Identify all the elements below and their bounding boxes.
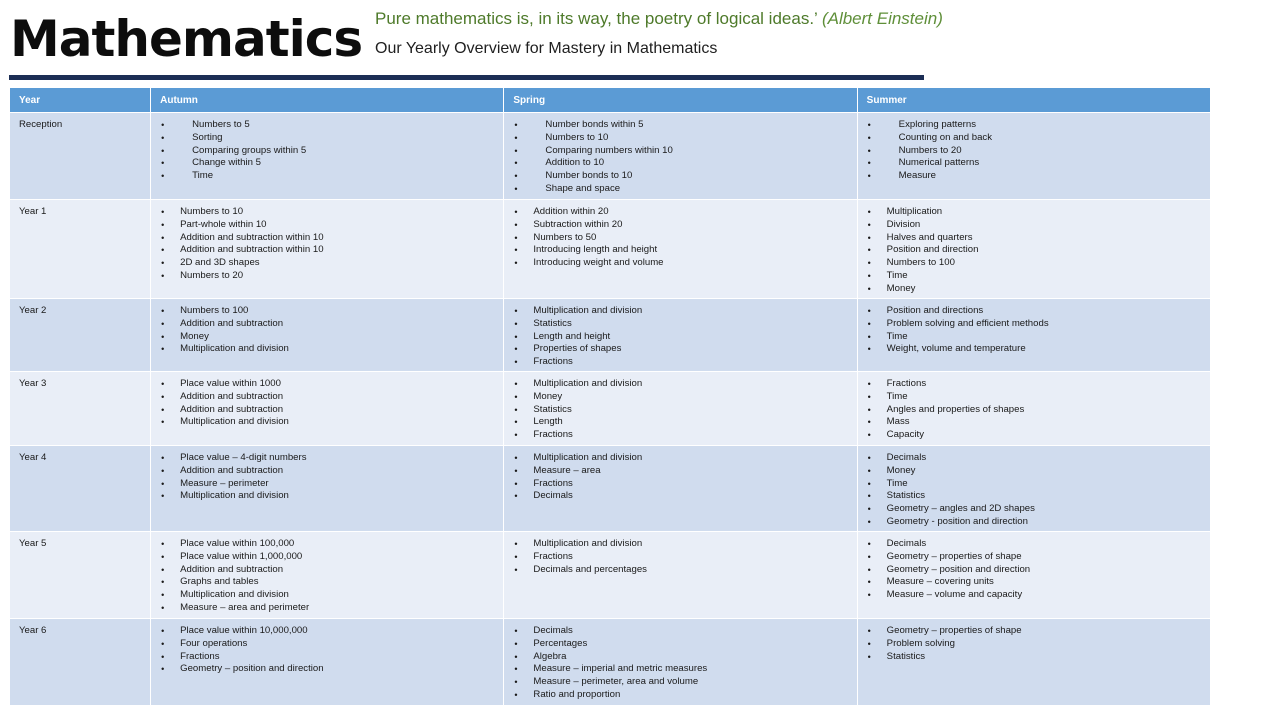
spring-cell bbox=[504, 200, 857, 299]
spring-topic-list bbox=[513, 378, 847, 442]
page-title: Mathematics bbox=[10, 10, 363, 68]
topic-item: • Numbers to 10 bbox=[160, 206, 494, 219]
topic-item: • Multiplication and division bbox=[160, 416, 494, 429]
summer-topic-list bbox=[867, 452, 1201, 529]
topic-item: • Numbers to 50 bbox=[513, 232, 847, 245]
topic-item: • Numbers to 20 bbox=[160, 270, 494, 283]
column-header-spring: Spring bbox=[504, 88, 857, 113]
table-row bbox=[10, 446, 1211, 532]
topic-item: • Length bbox=[513, 416, 847, 429]
topic-item: • Addition within 20 bbox=[513, 206, 847, 219]
table-row bbox=[10, 200, 1211, 299]
autumn-topic-list bbox=[160, 305, 494, 356]
topic-item: • Decimals bbox=[513, 625, 847, 638]
topic-item: • Fractions bbox=[160, 651, 494, 664]
autumn-topic-list bbox=[160, 119, 494, 183]
title-divider bbox=[9, 75, 924, 80]
topic-item: • Geometry – angles and 2D shapes bbox=[867, 503, 1201, 516]
autumn-cell bbox=[151, 372, 504, 446]
topic-item: • Geometry - position and direction bbox=[867, 516, 1201, 529]
topic-item: • Fractions bbox=[513, 478, 847, 491]
topic-item: • Multiplication and division bbox=[513, 305, 847, 318]
topic-item: • Numbers to 100 bbox=[160, 305, 494, 318]
column-header-autumn: Autumn bbox=[151, 88, 504, 113]
topic-item: • Division bbox=[867, 219, 1201, 232]
topic-item: • Place value within 1,000,000 bbox=[160, 551, 494, 564]
topic-item: • Numbers to 5 bbox=[160, 119, 494, 132]
topic-item: • Time bbox=[160, 170, 494, 183]
topic-item: • Place value – 4-digit numbers bbox=[160, 452, 494, 465]
topic-item: • Decimals bbox=[513, 490, 847, 503]
topic-item: • Multiplication bbox=[867, 206, 1201, 219]
topic-item: • Addition and subtraction within 10 bbox=[160, 244, 494, 257]
topic-item: • Number bonds to 10 bbox=[513, 170, 847, 183]
summer-cell bbox=[857, 532, 1210, 619]
column-header-summer: Summer bbox=[857, 88, 1210, 113]
topic-item: • Fractions bbox=[867, 378, 1201, 391]
topic-item: • Statistics bbox=[867, 651, 1201, 664]
topic-item: • Multiplication and division bbox=[160, 490, 494, 503]
topic-item: • Exploring patterns bbox=[867, 119, 1201, 132]
spring-topic-list bbox=[513, 305, 847, 369]
topic-item: • Counting on and back bbox=[867, 132, 1201, 145]
topic-item: • Angles and properties of shapes bbox=[867, 404, 1201, 417]
topic-item: • Capacity bbox=[867, 429, 1201, 442]
year-cell: Year 6 bbox=[10, 619, 151, 706]
topic-item: • Statistics bbox=[513, 318, 847, 331]
topic-item: • Statistics bbox=[867, 490, 1201, 503]
topic-item: • Statistics bbox=[513, 404, 847, 417]
topic-item: • Geometry – properties of shape bbox=[867, 551, 1201, 564]
topic-item: • Sorting bbox=[160, 132, 494, 145]
autumn-cell bbox=[151, 532, 504, 619]
topic-item: • Properties of shapes bbox=[513, 343, 847, 356]
topic-item: • Geometry – position and direction bbox=[160, 663, 494, 676]
summer-topic-list bbox=[867, 206, 1201, 296]
topic-item: • Multiplication and division bbox=[513, 538, 847, 551]
autumn-topic-list bbox=[160, 206, 494, 283]
topic-item: • Halves and quarters bbox=[867, 232, 1201, 245]
topic-item: • Decimals bbox=[867, 452, 1201, 465]
summer-topic-list bbox=[867, 378, 1201, 442]
topic-item: • Algebra bbox=[513, 651, 847, 664]
topic-item: • Addition and subtraction bbox=[160, 318, 494, 331]
topic-item: • Weight, volume and temperature bbox=[867, 343, 1201, 356]
topic-item: • Multiplication and division bbox=[513, 452, 847, 465]
topic-item: • Measure – imperial and metric measures bbox=[513, 663, 847, 676]
spring-cell bbox=[504, 619, 857, 706]
topic-item: • Fractions bbox=[513, 551, 847, 564]
topic-item: • Problem solving and efficient methods bbox=[867, 318, 1201, 331]
spring-cell bbox=[504, 299, 857, 372]
topic-item: • Measure – area and perimeter bbox=[160, 602, 494, 615]
topic-item: • Measure bbox=[867, 170, 1201, 183]
spring-topic-list bbox=[513, 206, 847, 270]
year-cell: Year 2 bbox=[10, 299, 151, 372]
topic-item: • Comparing numbers within 10 bbox=[513, 145, 847, 158]
column-header-year: Year bbox=[10, 88, 151, 113]
topic-item: • Addition and subtraction bbox=[160, 391, 494, 404]
topic-item: • Position and direction bbox=[867, 244, 1201, 257]
topic-item: • Position and directions bbox=[867, 305, 1201, 318]
topic-item: • Fractions bbox=[513, 429, 847, 442]
quote-author: (Albert Einstein) bbox=[821, 9, 943, 28]
summer-topic-list bbox=[867, 538, 1201, 602]
topic-item: • Length and height bbox=[513, 331, 847, 344]
topic-item: • Measure – perimeter bbox=[160, 478, 494, 491]
topic-item: • Addition to 10 bbox=[513, 157, 847, 170]
topic-item: • Numbers to 100 bbox=[867, 257, 1201, 270]
topic-item: • Fractions bbox=[513, 356, 847, 369]
autumn-topic-list bbox=[160, 378, 494, 429]
spring-topic-list bbox=[513, 452, 847, 503]
year-cell: Year 5 bbox=[10, 532, 151, 619]
topic-item: • Place value within 100,000 bbox=[160, 538, 494, 551]
topic-item: • Time bbox=[867, 331, 1201, 344]
topic-item: • Four operations bbox=[160, 638, 494, 651]
topic-item: • Graphs and tables bbox=[160, 576, 494, 589]
topic-item: • Shape and space bbox=[513, 183, 847, 196]
autumn-cell bbox=[151, 446, 504, 532]
topic-item: • Decimals and percentages bbox=[513, 564, 847, 577]
year-cell: Year 4 bbox=[10, 446, 151, 532]
autumn-cell bbox=[151, 299, 504, 372]
topic-item: • Number bonds within 5 bbox=[513, 119, 847, 132]
topic-item: • Money bbox=[160, 331, 494, 344]
summer-cell bbox=[857, 200, 1210, 299]
quote bbox=[375, 8, 943, 30]
topic-item: • Time bbox=[867, 391, 1201, 404]
topic-item: • Money bbox=[867, 283, 1201, 296]
table-row bbox=[10, 619, 1211, 706]
table-row bbox=[10, 532, 1211, 619]
topic-item: • Numbers to 10 bbox=[513, 132, 847, 145]
summer-cell bbox=[857, 113, 1210, 200]
autumn-topic-list bbox=[160, 452, 494, 503]
table-row bbox=[10, 372, 1211, 446]
topic-item: • Measure – area bbox=[513, 465, 847, 478]
autumn-cell bbox=[151, 200, 504, 299]
page-subtitle: Our Yearly Overview for Mastery in Mathematics bbox=[375, 40, 718, 57]
topic-item: • Addition and subtraction bbox=[160, 564, 494, 577]
topic-item: • Time bbox=[867, 478, 1201, 491]
topic-item: • Money bbox=[867, 465, 1201, 478]
spring-topic-list bbox=[513, 119, 847, 196]
summer-cell bbox=[857, 446, 1210, 532]
spring-topic-list bbox=[513, 625, 847, 702]
topic-item: • Place value within 1000 bbox=[160, 378, 494, 391]
quote-text: Pure mathematics is, in its way, the poetry of logical ideas.’ bbox=[375, 9, 818, 28]
topic-item: • Money bbox=[513, 391, 847, 404]
summer-cell bbox=[857, 299, 1210, 372]
topic-item: • Measure – perimeter, area and volume bbox=[513, 676, 847, 689]
summer-cell bbox=[857, 619, 1210, 706]
topic-item: • Problem solving bbox=[867, 638, 1201, 651]
topic-item: • Multiplication and division bbox=[160, 343, 494, 356]
topic-item: • Numbers to 20 bbox=[867, 145, 1201, 158]
table-row bbox=[10, 113, 1211, 200]
topic-item: • Geometry – properties of shape bbox=[867, 625, 1201, 638]
topic-item: • Addition and subtraction bbox=[160, 404, 494, 417]
topic-item: • Part-whole within 10 bbox=[160, 219, 494, 232]
topic-item: • Multiplication and division bbox=[513, 378, 847, 391]
topic-item: • Geometry – position and direction bbox=[867, 564, 1201, 577]
topic-item: • Percentages bbox=[513, 638, 847, 651]
topic-item: • Multiplication and division bbox=[160, 589, 494, 602]
year-cell: Reception bbox=[10, 113, 151, 200]
spring-cell bbox=[504, 446, 857, 532]
topic-item: • 2D and 3D shapes bbox=[160, 257, 494, 270]
autumn-topic-list bbox=[160, 538, 494, 615]
summer-cell bbox=[857, 372, 1210, 446]
autumn-cell bbox=[151, 113, 504, 200]
topic-item: • Measure – covering units bbox=[867, 576, 1201, 589]
topic-item: • Measure – volume and capacity bbox=[867, 589, 1201, 602]
autumn-topic-list bbox=[160, 625, 494, 676]
topic-item: • Addition and subtraction bbox=[160, 465, 494, 478]
topic-item: • Change within 5 bbox=[160, 157, 494, 170]
topic-item: • Addition and subtraction within 10 bbox=[160, 232, 494, 245]
topic-item: • Mass bbox=[867, 416, 1201, 429]
topic-item: • Introducing length and height bbox=[513, 244, 847, 257]
topic-item: • Ratio and proportion bbox=[513, 689, 847, 702]
topic-item: • Comparing groups within 5 bbox=[160, 145, 494, 158]
yearly-overview-table bbox=[9, 87, 1211, 706]
table-body bbox=[10, 113, 1211, 706]
summer-topic-list bbox=[867, 119, 1201, 183]
topic-item: • Time bbox=[867, 270, 1201, 283]
topic-item: • Numerical patterns bbox=[867, 157, 1201, 170]
autumn-cell bbox=[151, 619, 504, 706]
summer-topic-list bbox=[867, 305, 1201, 356]
table-header-row bbox=[10, 88, 1211, 113]
table-row bbox=[10, 299, 1211, 372]
spring-cell bbox=[504, 532, 857, 619]
topic-item: • Place value within 10,000,000 bbox=[160, 625, 494, 638]
topic-item: • Subtraction within 20 bbox=[513, 219, 847, 232]
year-cell: Year 3 bbox=[10, 372, 151, 446]
summer-topic-list bbox=[867, 625, 1201, 663]
spring-topic-list bbox=[513, 538, 847, 576]
topic-item: • Introducing weight and volume bbox=[513, 257, 847, 270]
topic-item: • Decimals bbox=[867, 538, 1201, 551]
spring-cell bbox=[504, 113, 857, 200]
year-cell: Year 1 bbox=[10, 200, 151, 299]
spring-cell bbox=[504, 372, 857, 446]
